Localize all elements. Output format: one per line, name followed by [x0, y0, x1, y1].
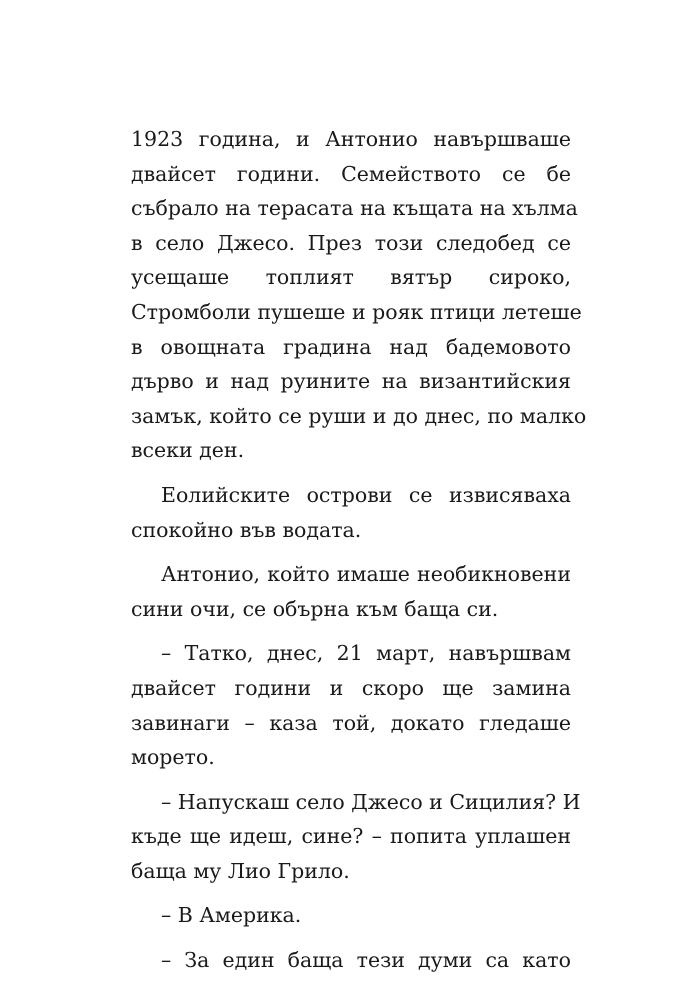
- text-line: Еолийските острови се извисяваха: [161, 482, 571, 507]
- paragraph-4: [131, 636, 571, 774]
- text-line: двайсет години. Семейството се бе: [131, 161, 571, 186]
- book-page: [131, 122, 587, 978]
- text-line: Антонио, който имаше необикновени: [161, 562, 571, 587]
- text-line: – В Америка.: [161, 903, 302, 928]
- text-line: двайсет години и скоро ще замина: [131, 675, 571, 700]
- text-line: морето.: [131, 745, 215, 770]
- text-line: събрало на терасата на къщата на хълма: [131, 196, 578, 221]
- paragraph-2: [131, 478, 571, 547]
- paragraph-7: [131, 943, 571, 978]
- text-line: завинаги – каза той, докато гледаше: [131, 710, 571, 735]
- text-line: в овощната градина над бадемовото: [131, 334, 571, 359]
- text-line: дърво и над руините на византийския: [131, 369, 571, 394]
- text-line: – Напускаш село Джесо и Сицилия? И: [161, 789, 581, 814]
- paragraph-5: [131, 785, 581, 889]
- text-line: замък, който се руши и до днес, по малко: [131, 403, 587, 428]
- text-line: 1923 година, и Антонио навършваше: [131, 127, 571, 151]
- paragraph-1: [131, 122, 587, 468]
- text-line: – Татко, днес, 21 март, навършвам: [161, 641, 571, 666]
- text-line: сини очи, се обърна към баща си.: [131, 596, 499, 621]
- text-line: в село Джесо. През този следобед се: [131, 230, 571, 255]
- paragraph-6: [131, 898, 571, 933]
- text-line: спокойно във водата.: [131, 517, 362, 542]
- text-line: баща му Лио Грило.: [131, 858, 350, 883]
- text-line: – За един баща тези думи са като: [161, 948, 571, 973]
- text-line: Стромболи пушеше и рояк птици летеше: [131, 299, 582, 324]
- text-line: къде ще идеш, сине? – попита уплашен: [131, 824, 571, 849]
- text-line: усещаше топлият вятър сироко,: [131, 265, 571, 290]
- paragraph-3: [131, 557, 571, 626]
- text-line: всеки ден.: [131, 438, 245, 463]
